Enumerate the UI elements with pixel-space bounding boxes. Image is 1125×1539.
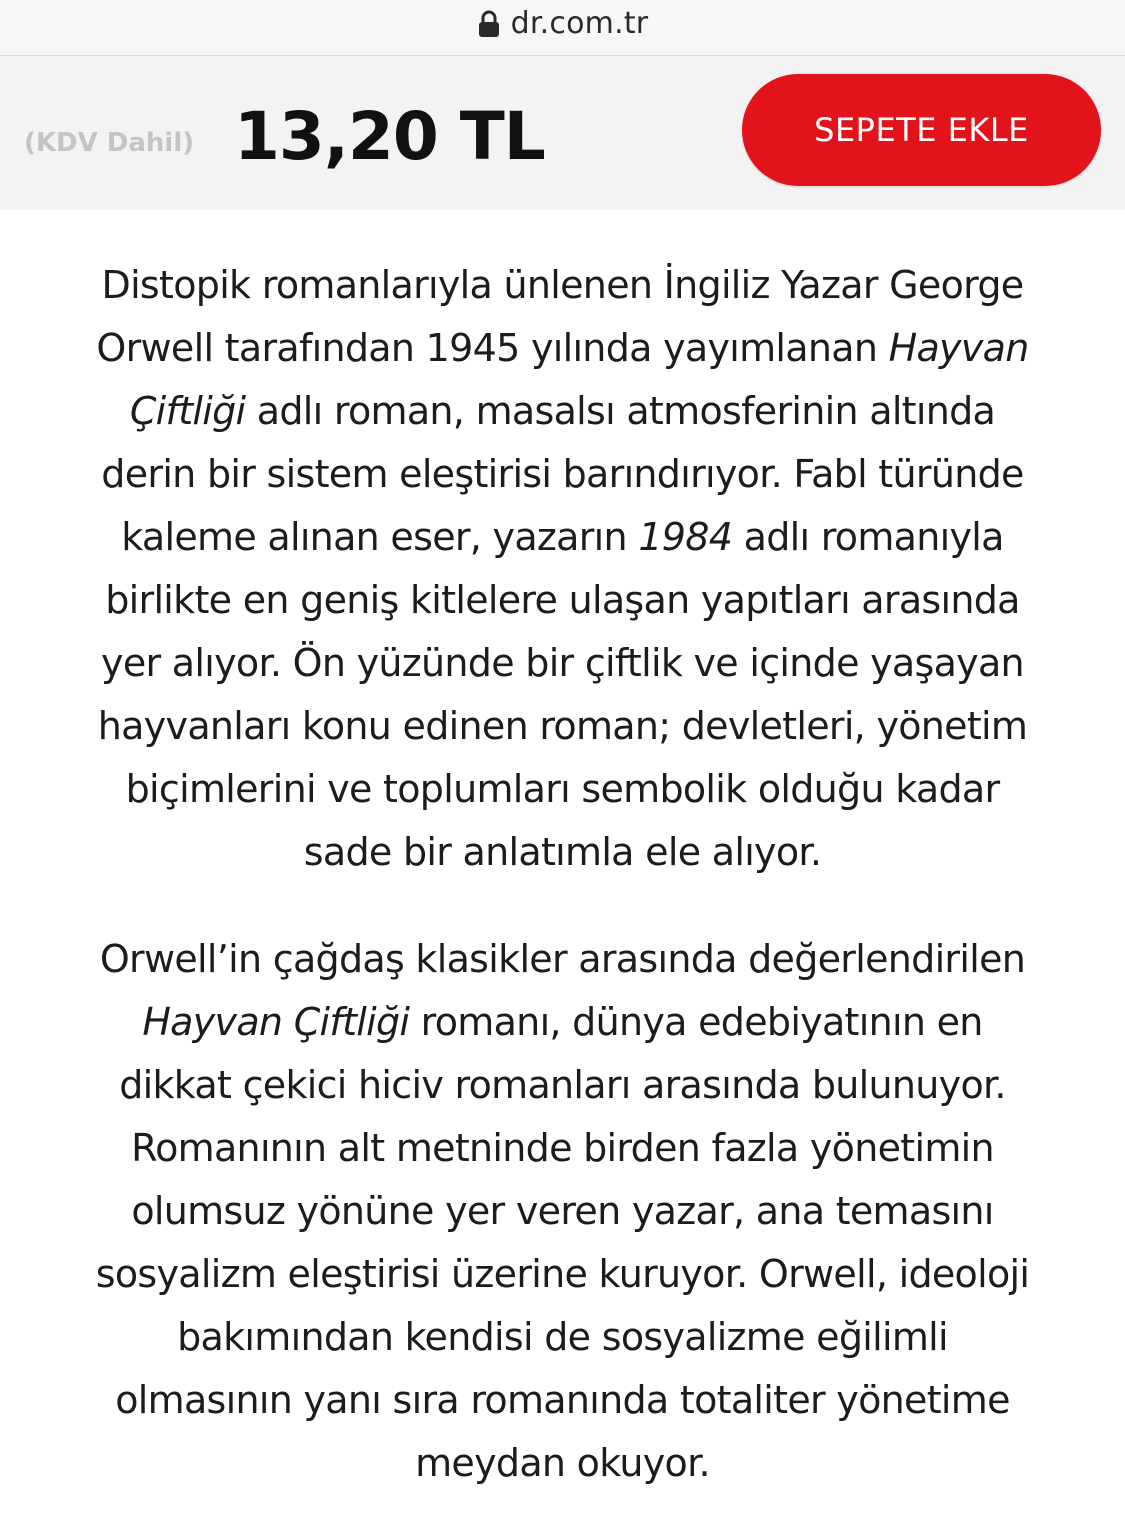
add-to-cart-button[interactable]: SEPETE EKLE — [742, 74, 1101, 186]
text-line — [20, 1054, 1105, 1117]
text-line — [20, 632, 1105, 695]
italic-title: Çiftliği — [129, 389, 246, 433]
text-line — [20, 1180, 1105, 1243]
product-price: 13,20 TL — [234, 98, 545, 175]
description-paragraph-1 — [20, 254, 1105, 884]
text-line — [20, 569, 1105, 632]
text-line — [20, 254, 1105, 317]
text-segment: Orwell’in çağdaş klasikler arasında değerlendirilen — [99, 937, 1026, 981]
text-line — [20, 506, 1105, 569]
italic-title: Hayvan — [888, 326, 1029, 370]
text-segment: olmasının yanı sıra romanında totaliter yönetime — [115, 1378, 1010, 1422]
text-line — [20, 380, 1105, 443]
text-segment: dikkat çekici hiciv romanları arasında bulunuyor. — [119, 1063, 1006, 1107]
purchase-bar — [0, 56, 1125, 210]
text-segment: Orwell tarafından 1945 yılında yayımlanan — [96, 326, 889, 370]
text-segment: Distopik romanlarıyla ünlenen İngiliz Yazar George — [101, 263, 1024, 307]
text-segment: Romanının alt metninde birden fazla yönetimin — [131, 1126, 994, 1170]
text-line — [20, 758, 1105, 821]
text-segment: derin bir sistem eleştirisi barındırıyor. Fabl türünde — [101, 452, 1024, 496]
text-segment: biçimlerini ve toplumları sembolik olduğu kadar — [125, 767, 1000, 811]
italic-title: Hayvan Çiftliği — [142, 1000, 410, 1044]
text-segment: adlı romanıyla — [732, 515, 1004, 559]
text-segment: yer alıyor. Ön yüzünde bir çiftlik ve içinde yaşayan — [101, 641, 1024, 685]
text-segment: sade bir anlatımla ele alıyor. — [303, 830, 822, 874]
url-display[interactable] — [477, 6, 649, 41]
text-segment: hayvanları konu edinen roman; devletleri, yönetim — [97, 704, 1028, 748]
lock-icon — [477, 10, 501, 38]
text-line — [20, 991, 1105, 1054]
text-line — [20, 1369, 1105, 1432]
text-segment: romanı, dünya edebiyatının en — [409, 1000, 983, 1044]
text-segment: birlikte en geniş kitlelere ulaşan yapıtları arasında — [105, 578, 1020, 622]
text-line — [20, 1117, 1105, 1180]
text-segment: sosyalizm eleştirisi üzerine kuruyor. Orwell, ideoloji — [95, 1252, 1030, 1296]
text-line — [20, 821, 1105, 884]
text-line — [20, 1243, 1105, 1306]
text-segment: bakımından kendisi de sosyalizme eğilimli — [177, 1315, 948, 1359]
text-line — [20, 317, 1105, 380]
text-line — [20, 1306, 1105, 1369]
text-line — [20, 928, 1105, 991]
url-text: dr.com.tr — [510, 6, 649, 41]
text-line — [20, 695, 1105, 758]
text-segment: meydan okuyor. — [415, 1441, 710, 1485]
text-line — [20, 443, 1105, 506]
text-segment: adlı roman, masalsı atmosferinin altında — [245, 389, 996, 433]
browser-address-bar[interactable] — [0, 0, 1125, 56]
text-line — [20, 1432, 1105, 1495]
text-segment: kaleme alınan eser, yazarın — [121, 515, 639, 559]
text-segment: olumsuz yönüne yer veren yazar, ana temasını — [131, 1189, 994, 1233]
description-paragraph-2 — [20, 928, 1105, 1495]
italic-title: 1984 — [638, 515, 733, 559]
product-description — [0, 254, 1125, 1539]
vat-label: (KDV Dahil) — [24, 128, 195, 158]
